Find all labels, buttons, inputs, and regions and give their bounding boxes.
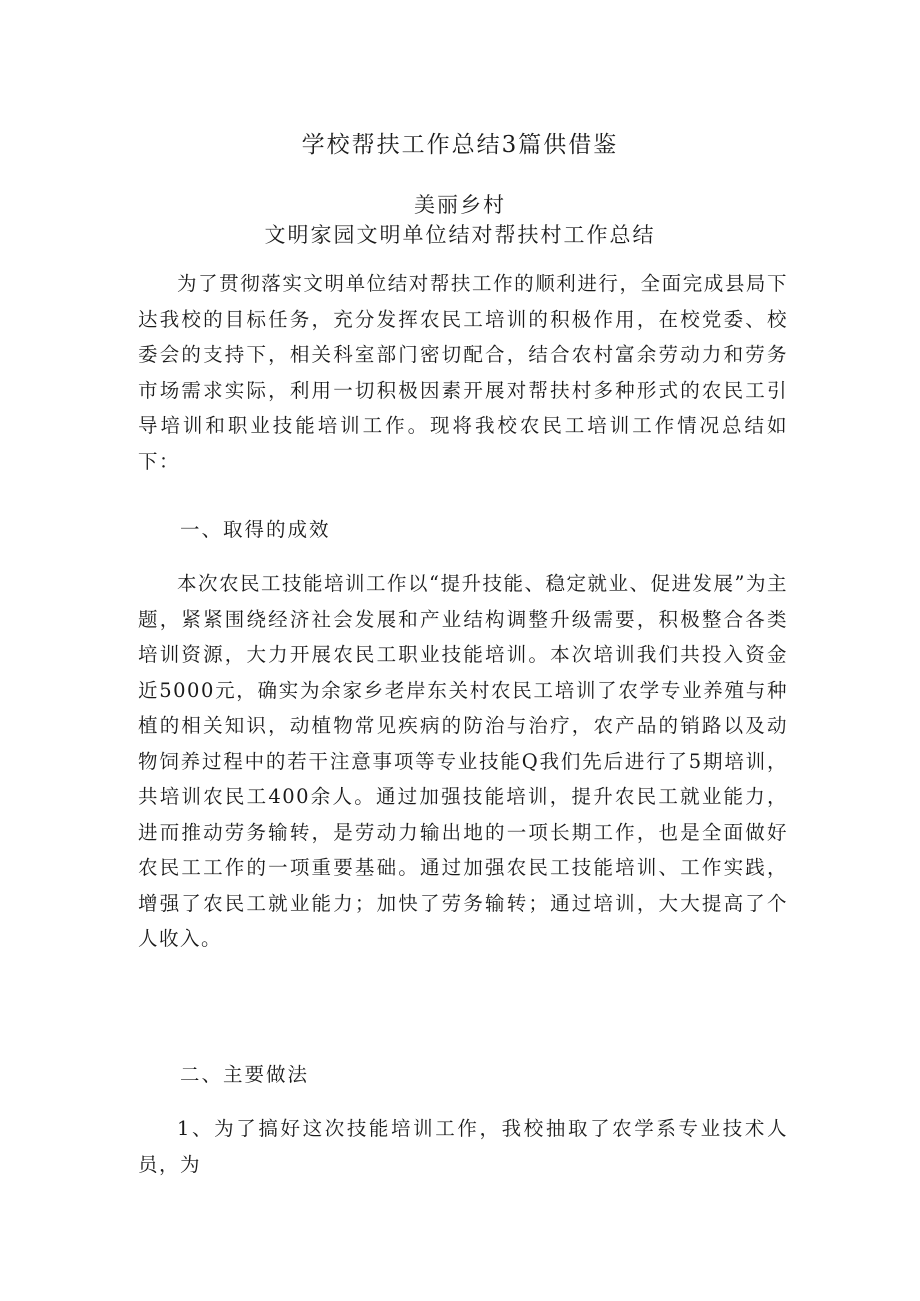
body-paragraph-1-container <box>138 266 788 479</box>
document-title: 学校帮扶工作总结3篇供借鉴 <box>301 132 619 158</box>
subtitle-line-1: 美丽乡村 <box>414 193 506 217</box>
section-heading-1: 一、取得的成效 <box>180 518 331 541</box>
body-paragraph-2-container <box>138 566 788 957</box>
body-paragraph-2: 本次农民工技能培训工作以“提升技能、稳定就业、促进发展”为主题，紧紧围绕经济社会发展和产业结构调整升级需要，积极整合各类培训资源，大力开展农民工职业技能培训。本次培训我们共投入资金近5000元，确实为余家乡老岸东关村农民工培训了农学专业养殖与种植的相关知识，动植物常见疾病的防治与治疗，农产品的销路以及动物饲养过程中的若干注意事项等专业技能Q我们先后进行了5期培训，共培训农民工400余人。通过加强技能培训，提升农民工就业能力，进而推动劳务输转，是劳动力输出地的一项长期工作，也是全面做好农民工工作的一项重要基础。通过加强农民工技能培训、工作实践，增强了农民工就业能力；加快了劳务输转；通过培训，大大提高了个人收入。 <box>138 572 788 950</box>
body-paragraph-1: 为了贯彻落实文明单位结对帮扶工作的顺利进行，全面完成县局下达我校的目标任务，充分发挥农民工培训的积极作用，在校党委、校委会的支持下，相关科室部门密切配合，结合农村富余劳动力和劳务市场需求实际，利用一切积极因素开展对帮扶村多种形式的农民工引导培训和职业技能培训工作。现将我校农民工培训工作情况总结如下： <box>138 272 788 473</box>
body-paragraph-3: 1、为了搞好这次技能培训工作，我校抽取了农学系专业技术人员，为 <box>138 1117 788 1176</box>
body-paragraph-3-container <box>138 1111 788 1182</box>
section-heading-2: 二、主要做法 <box>180 1063 310 1086</box>
subtitle-line-2: 文明家园文明单位结对帮扶村工作总结 <box>264 223 656 247</box>
